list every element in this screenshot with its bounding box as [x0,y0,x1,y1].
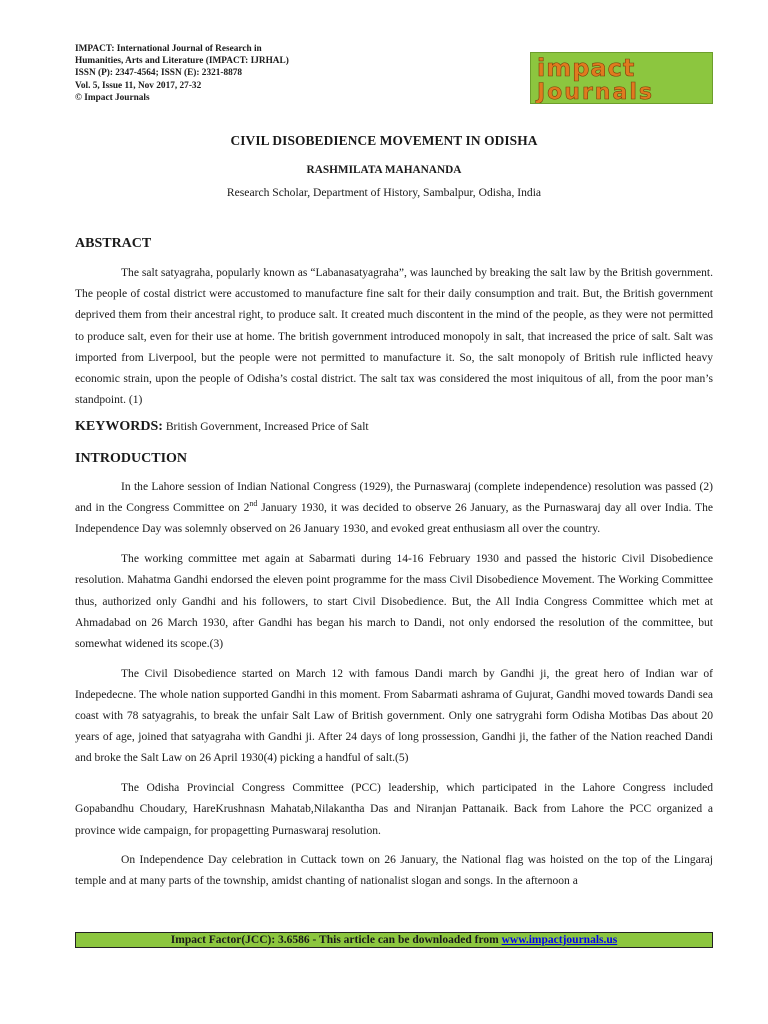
keywords [75,419,369,435]
abstract-heading: ABSTRACT [75,236,152,251]
copyright-line: © Impact Journals [75,92,150,103]
logo-text-journals: Journals [537,80,654,103]
footer-link[interactable]: www.impactjournals.us [501,934,618,946]
intro-paragraph-1 [75,477,713,541]
journal-name-line2: Humanities, Arts and Literature (IMPACT: IJRHAL) [75,56,289,67]
intro-paragraph-4: The Odisha Provincial Congress Committee (PCC) leadership, which participated in the Lahore Congress included Gopabandhu Choudary, HareKrushnasn Mahatab,Nilakantha Das and Niranjan Pattanaik. Back from Lahore the PCC organized a province wide campaign, for propagetting Purnaswaraj resolution. [75,782,713,837]
abstract-paragraph: The salt satyagraha, popularly known as “Labanasatyagraha”, was launched by breaking the salt law by the British government. The people of costal district were accustomed to manufacture fine salt for their daily consumption and trait. But, the British government deprived them from their ancestral right, to produce salt. It created much discontent in the mind of the people, as they were not permitted to produce salt, even for their use at home. The british government introduced monopoly in salt, that increased the price of salt. Salt was imported from Liverpool, but the people were not permitted to manufacture it. So, the salt monopoly of British rule inflicted heavy economic strain, upon the people of Odisha’s costal district. The salt tax was considered the most iniquitous of all, from the poor man’s standpoint. (1) [75,267,713,407]
introduction-heading: INTRODUCTION [75,451,188,466]
intro-paragraph-5: On Independence Day celebration in Cuttack town on 26 January, the National flag was hoisted on the top of the Lingaraj temple and at many parts of the township, amidst chanting of nationalist slogan and songs. In the afternoon a [75,854,713,888]
volume-line: Vol. 5, Issue 11, Nov 2017, 27-32 [75,80,202,91]
introduction-body [75,477,713,901]
intro-p1-superscript: nd [249,499,258,509]
abstract-body [75,263,713,420]
author-affiliation: Research Scholar, Department of History, Sambalpur, Odisha, India [226,186,542,199]
keywords-text: British Government, Increased Price of Salt [165,420,369,433]
journal-name-line1: IMPACT: International Journal of Research in [75,44,262,54]
footer-text: Impact Factor(JCC): 3.6586 - This article can be downloaded from [170,934,502,946]
intro-paragraph-2: The working committee met again at Sabarmati during 14-16 February 1930 and passed the historic Civil Disobedience resolution. Mahatma Gandhi endorsed the eleven point programme for the mass Civil Disobedience Movement. The Working Committee thus, authorized only Gandhi and his followers, to start Civil Disobedience. But, the All India Congress Committee which met at Ahmadabad on 26 March 1930, after Gandhi has began his march to Dandi, not only endorsed the resolution of the committee, but somewhat widened its scope.(3) [75,553,713,650]
issn-line: ISSN (P): 2347-4564; ISSN (E): 2321-8878 [75,68,243,79]
paper-title: CIVIL DISOBEDIENCE MOVEMENT IN ODISHA [230,133,538,148]
intro-paragraph-3: The Civil Disobedience started on March 12 with famous Dandi march by Gandhi ji, the great hero of Indian war of Indepedecne. The whole nation supported Gandhi in this moment. From Sabarmati ashrama of Gujurat, Gandhi moved towards Dandi sea coast with 78 satyagrahis, to break the unfair Salt Law of British government. Only one satrygrahi form Odisha Motibas Das about 20 years of age, joined that satyagraha with Gandhi ji. After 24 days of long prossession, Gandhi ji, the father of the Nation reached Dandi and broke the Salt Law on 26 April 1930(4) picking a handful of salt.(5) [75,667,713,765]
intro-p1-text-b: January 1930, it was decided to observe 26 January, as the Purnaswaraj day all over India. The Independence Day was solemnly observed on 26 January 1930, and evoked great enthusiasm all over the country. [75,502,713,536]
author-name: RASHMILATA MAHANANDA [306,164,462,176]
keywords-label: KEYWORDS: [75,419,163,434]
impact-journals-logo [530,52,713,104]
journal-header [75,43,355,104]
logo-text-impact: impact [537,54,636,82]
intro-p1-text-a: In the Lahore session of Indian National Congress (1929), the Purnaswaraj (complete independence) resolution was passed (2) and in the Congress Committee on 2 [75,481,713,515]
footer-banner [75,932,713,948]
